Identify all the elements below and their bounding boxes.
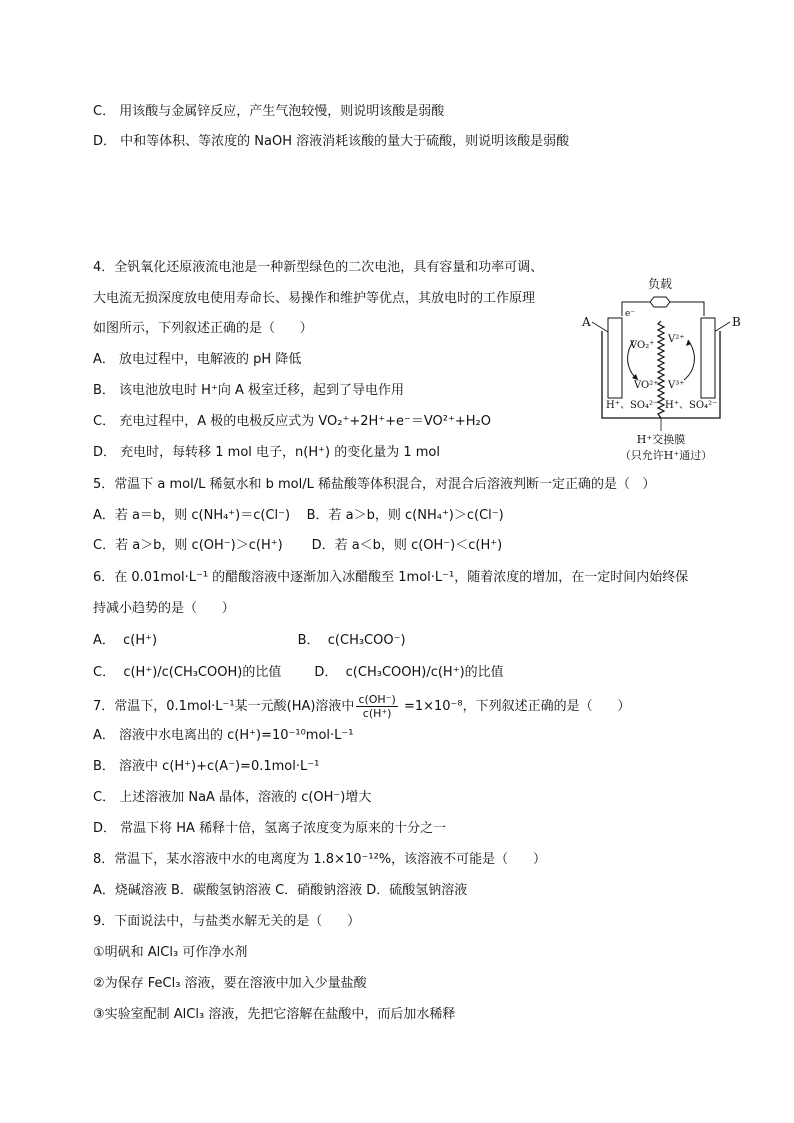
right-arrow-head (686, 340, 691, 346)
left-bottom-species: VO²⁺ (634, 380, 659, 391)
flow-battery-diagram (572, 276, 752, 468)
q7-fraction (356, 693, 397, 720)
right-reaction-arrow (684, 340, 694, 380)
load-symbol (650, 297, 670, 307)
q6-stem-line2: 持减小趋势的是（ ） (93, 601, 235, 616)
membrane-note: （只允许H⁺通过） (619, 449, 713, 462)
q8-options: A．烧碱溶液 B．碳酸氢钠溶液 C．硝酸钠溶液 D．硫酸氢钠溶液 (93, 883, 468, 898)
q4-stem-line3: 如图所示，下列叙述正确的是（ ） (93, 321, 313, 336)
q7-option-c: C． 上述溶液加 NaA 晶体，溶液的 c(OH⁻)增大 (93, 790, 372, 805)
q5-stem: 5．常温下 a mol/L 稀氨水和 b mol/L 稀盐酸等体积混合，对混合后溶液判断一定正确的是（ ） (93, 477, 656, 492)
electrode-b-leader (714, 322, 730, 332)
left-ions: H⁺、SO₄²⁻ (606, 400, 659, 411)
q9-item-2: ②为保存 FeCl₃ 溶液，要在溶液中加入少量盐酸 (93, 976, 367, 991)
electrode-b-label: B (732, 315, 741, 329)
electrode-a-leader (592, 322, 608, 332)
right-ions: H⁺、SO₄²⁻ (665, 400, 718, 411)
q6-options-cd: C． c(H⁺)/c(CH₃COOH)的比值 D． c(CH₃COOH)/c(H⁺)的比值 (93, 665, 504, 680)
q4-option-a: A． 放电过程中，电解液的 pH 降低 (93, 352, 302, 367)
q3-option-c: C． 用该酸与金属锌反应，产生气泡较慢，则说明该酸是弱酸 (93, 104, 445, 119)
q6-options-ab: A． c(H⁺) B． c(CH₃COO⁻) (93, 633, 406, 648)
q6-stem-line1: 6．在 0.01mol·L⁻¹ 的醋酸溶液中逐渐加入冰醋酸至 1mol·L⁻¹，随着浓度的增加，在一定时间内始终保 (93, 570, 689, 585)
q7-fraction-den: c(H⁺) (362, 707, 392, 720)
q5-options-cd: C．若 a＞b，则 c(OH⁻)＞c(H⁺) D．若 a＜b，则 c(OH⁻)＜c(H⁺) (93, 538, 503, 553)
electrode-b (701, 318, 715, 398)
q4-stem-line1: 4．全钒氧化还原液流电池是一种新型绿色的二次电池，具有容量和功率可调、 (93, 260, 544, 275)
load-label: 负载 (647, 277, 673, 291)
q9-stem: 9．下面说法中，与盐类水解无关的是（ ） (93, 914, 361, 929)
electrode-a-label: A (582, 315, 591, 329)
q7-stem (93, 693, 630, 720)
electrode-a (608, 318, 622, 398)
membrane-label: H⁺交换膜 (636, 433, 686, 446)
right-top-species: V²⁺ (668, 334, 685, 345)
q9-item-3: ③实验室配制 AlCl₃ 溶液，先把它溶解在盐酸中，而后加水稀释 (93, 1007, 456, 1022)
q7-stem-post: =1×10⁻⁸，下列叙述正确的是（ ） (399, 699, 631, 714)
q4-option-d: D． 充电时，每转移 1 mol 电子，n(H⁺) 的变化量为 1 mol (93, 445, 440, 460)
q7-option-a: A． 溶液中水电离出的 c(H⁺)=10⁻¹⁰mol·L⁻¹ (93, 728, 354, 743)
q7-option-b: B． 溶液中 c(H⁺)+c(A⁻)=0.1mol·L⁻¹ (93, 759, 320, 774)
q4-option-c: C． 充电过程中，A 极的电极反应式为 VO₂⁺+2H⁺+e⁻＝VO²⁺+H₂O (93, 414, 491, 429)
q4-option-b: B． 该电池放电时 H⁺向 A 极室迁移，起到了导电作用 (93, 383, 404, 398)
q7-fraction-num: c(OH⁻) (358, 693, 396, 706)
q8-stem: 8．常温下，某水溶液中水的电离度为 1.8×10⁻¹²%，该溶液不可能是（ ） (93, 852, 546, 867)
right-bottom-species: V³⁺ (668, 380, 685, 391)
q3-option-d: D． 中和等体积、等浓度的 NaOH 溶液消耗该酸的量大于硫酸，则说明该酸是弱酸 (93, 134, 570, 149)
q4-stem-line2: 大电流无损深度放电使用寿命长、易操作和维护等优点，其放电时的工作原理 (93, 291, 536, 306)
left-top-species: VO₂⁺ (630, 340, 655, 351)
q9-item-1: ①明矾和 AlCl₃ 可作净水剂 (93, 945, 248, 960)
q7-stem-pre: 7．常温下，0.1mol·L⁻¹某一元酸(HA)溶液中 (93, 699, 355, 714)
q5-options-ab: A．若 a＝b，则 c(NH₄⁺)＝c(Cl⁻) B．若 a＞b，则 c(NH₄⁺)＞c(Cl⁻) (93, 508, 504, 523)
q7-option-d: D． 常温下将 HA 稀释十倍，氢离子浓度变为原来的十分之一 (93, 821, 447, 836)
circuit-wire-right (670, 302, 704, 316)
exchange-membrane (658, 321, 664, 418)
electron-label: e⁻ (625, 309, 636, 319)
